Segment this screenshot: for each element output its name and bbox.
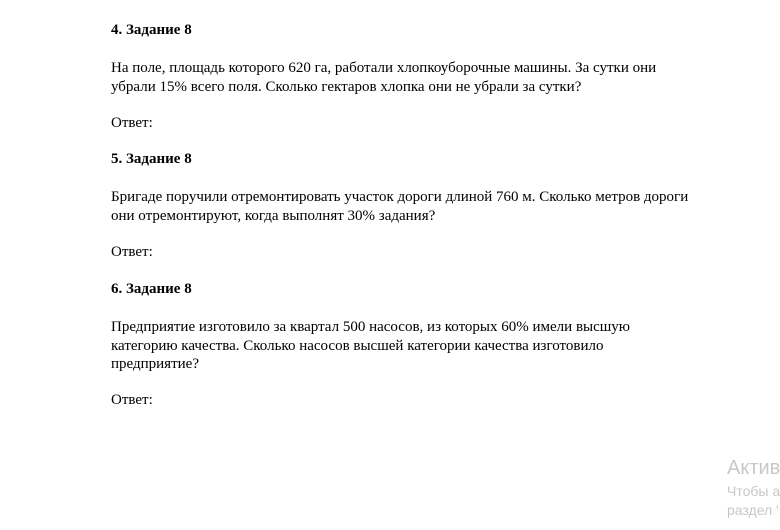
task-4-answer-label: Ответ: <box>111 115 153 131</box>
task-5-text-line-2: они отремонтируют, когда выполнят 30% задания? <box>111 207 436 224</box>
task-4-text <box>111 59 751 96</box>
task-4-text-line-2: убрали 15% всего поля. Сколько гектаров хлопка они не убрали за сутки? <box>111 78 582 95</box>
task-5-text-line-1: Бригаде поручили отремонтировать участок дороги длиной 760 м. Сколько метров дороги <box>111 189 689 205</box>
task-4-heading: 4. Задание 8 <box>111 22 192 38</box>
task-4-text-line-1: На поле, площадь которого 620 га, работали хлопкоуборочные машины. За сутки они <box>111 60 657 76</box>
task-5-text <box>111 188 751 225</box>
windows-activation-watermark <box>727 454 780 520</box>
task-6-text-line-3: предприятие? <box>111 356 199 372</box>
task-6-text <box>111 318 751 374</box>
watermark-line-2: раздел ' <box>727 502 779 518</box>
watermark-line-1: Чтобы а <box>727 483 780 499</box>
task-6-heading: 6. Задание 8 <box>111 281 192 297</box>
task-5-heading: 5. Задание 8 <box>111 151 192 167</box>
task-6-text-line-1: Предприятие изготовило за квартал 500 насосов, из которых 60% имели высшую <box>111 319 631 335</box>
watermark-title: Актив <box>727 457 780 479</box>
task-6-text-line-2: категорию качества. Сколько насосов высшей категории качества изготовило <box>111 337 604 354</box>
task-5-answer-label: Ответ: <box>111 244 153 260</box>
task-6-answer-label: Ответ: <box>111 392 153 408</box>
